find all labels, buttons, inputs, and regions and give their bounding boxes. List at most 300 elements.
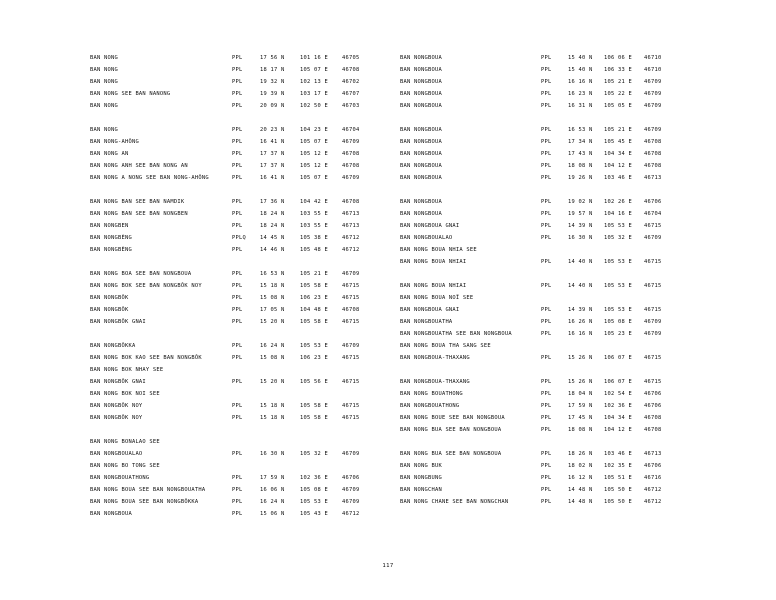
gazetteer-entry (90, 220, 390, 232)
gazetteer-entry (400, 232, 700, 244)
entry-class: PPL (232, 415, 243, 421)
entry-class: PPL (232, 103, 243, 109)
entry-longitude: 105 58 E (300, 319, 328, 325)
entry-class: PPL (541, 427, 552, 433)
gazetteer-entry (90, 508, 390, 520)
row-gap (400, 268, 700, 280)
gazetteer-entry (400, 376, 700, 388)
gazetteer-entry (400, 160, 700, 172)
entry-sheet-code: 46708 (342, 151, 360, 157)
entry-longitude: 105 50 E (604, 499, 632, 505)
entry-sheet-code: 46708 (644, 139, 662, 145)
entry-latitude: 16 31 N (568, 103, 593, 109)
gazetteer-entry (90, 196, 390, 208)
entry-name: BAN NONGBEN (90, 223, 129, 229)
entry-latitude: 15 18 N (260, 283, 285, 289)
gazetteer-entry (90, 64, 390, 76)
gazetteer-entry (400, 340, 700, 352)
gazetteer-entry (400, 292, 700, 304)
right-column (400, 52, 700, 508)
gazetteer-entry (400, 472, 700, 484)
entry-sheet-code: 46715 (342, 319, 360, 325)
entry-latitude: 16 16 N (568, 331, 593, 337)
entry-sheet-code: 46715 (342, 379, 360, 385)
entry-name: BAN NONG A NONG SEE BAN NONG-AHÔNG (90, 175, 209, 181)
gazetteer-entry (90, 148, 390, 160)
entry-sheet-code: 46706 (644, 199, 662, 205)
entry-latitude: 16 26 N (568, 319, 593, 325)
entry-longitude: 104 34 E (604, 415, 632, 421)
entry-sheet-code: 46706 (342, 475, 360, 481)
gazetteer-entry (90, 280, 390, 292)
entry-sheet-code: 46712 (342, 511, 360, 517)
entry-sheet-code: 46709 (342, 139, 360, 145)
entry-latitude: 16 24 N (260, 343, 285, 349)
gazetteer-entry (90, 340, 390, 352)
entry-sheet-code: 46706 (644, 391, 662, 397)
entry-class: PPL (232, 199, 243, 205)
entry-sheet-code: 46709 (644, 331, 662, 337)
entry-latitude: 15 26 N (568, 355, 593, 361)
entry-longitude: 105 32 E (300, 451, 328, 457)
entry-class: PPL (541, 307, 552, 313)
entry-name: BAN NONG BOUA NHIA SEE (400, 247, 477, 253)
entry-latitude: 17 37 N (260, 163, 285, 169)
entry-longitude: 105 07 E (300, 139, 328, 145)
entry-class: PPL (541, 391, 552, 397)
entry-class: PPL (232, 67, 243, 73)
entry-class: PPL (541, 139, 552, 145)
entry-latitude: 20 09 N (260, 103, 285, 109)
entry-class: PPL (232, 307, 243, 313)
gazetteer-entry (90, 496, 390, 508)
entry-class: PPL (232, 163, 243, 169)
entry-class: PPL (541, 355, 552, 361)
entry-name: BAN NONG (90, 103, 118, 109)
gazetteer-entry (400, 484, 700, 496)
gazetteer-entry (90, 52, 390, 64)
entry-longitude: 105 32 E (604, 235, 632, 241)
entry-latitude: 14 40 N (568, 259, 593, 265)
entry-longitude: 105 22 E (604, 91, 632, 97)
entry-latitude: 16 53 N (260, 271, 285, 277)
entry-class: PPL (541, 451, 552, 457)
entry-latitude: 15 18 N (260, 403, 285, 409)
entry-longitude: 106 06 E (604, 55, 632, 61)
entry-name: BAN NONGBOUA GNAI (400, 223, 460, 229)
row-gap (400, 184, 700, 196)
entry-latitude: 15 20 N (260, 379, 285, 385)
entry-sheet-code: 46709 (342, 175, 360, 181)
entry-latitude: 16 30 N (568, 235, 593, 241)
entry-sheet-code: 46715 (644, 355, 662, 361)
entry-class: PPLQ (232, 235, 246, 241)
entry-sheet-code: 46715 (644, 379, 662, 385)
entry-longitude: 103 55 E (300, 211, 328, 217)
entry-class: PPL (232, 379, 243, 385)
entry-sheet-code: 46704 (342, 127, 360, 133)
entry-name: BAN NONGBÔK (90, 295, 129, 301)
entry-latitude: 19 02 N (568, 199, 593, 205)
entry-name: BAN NONGBOUA (400, 139, 442, 145)
entry-name: BAN NONGBOUA (400, 151, 442, 157)
entry-class: PPL (232, 139, 243, 145)
entry-longitude: 102 50 E (300, 103, 328, 109)
entry-sheet-code: 46715 (342, 403, 360, 409)
entry-latitude: 18 24 N (260, 211, 285, 217)
entry-class: PPL (541, 175, 552, 181)
entry-longitude: 104 34 E (604, 151, 632, 157)
entry-name: BAN NONG BOUA NHIAI (400, 283, 467, 289)
entry-name: BAN NONG BOK NOI SEE (90, 391, 160, 397)
entry-longitude: 105 07 E (300, 175, 328, 181)
gazetteer-entry (90, 232, 390, 244)
gazetteer-entry (400, 208, 700, 220)
gazetteer-entry (400, 280, 700, 292)
entry-name: BAN NONGBOUATHONG (90, 475, 150, 481)
entry-latitude: 18 26 N (568, 451, 593, 457)
gazetteer-entry (90, 436, 390, 448)
entry-name: BAN NONG (90, 67, 118, 73)
entry-latitude: 15 18 N (260, 415, 285, 421)
entry-latitude: 15 20 N (260, 319, 285, 325)
gazetteer-entry (400, 76, 700, 88)
entry-longitude: 105 51 E (604, 475, 632, 481)
entry-longitude: 105 07 E (300, 67, 328, 73)
entry-sheet-code: 46708 (644, 427, 662, 433)
gazetteer-entry (400, 88, 700, 100)
row-gap (400, 112, 700, 124)
entry-sheet-code: 46715 (644, 307, 662, 313)
gazetteer-entry (400, 220, 700, 232)
gazetteer-entry (400, 52, 700, 64)
entry-name: BAN NONG BOUA NOÏ SEE (400, 295, 474, 301)
entry-class: PPL (541, 211, 552, 217)
entry-latitude: 17 43 N (568, 151, 593, 157)
gazetteer-entry (400, 100, 700, 112)
entry-class: PPL (232, 343, 243, 349)
entry-name: BAN NONGBÔK NOY (90, 403, 143, 409)
gazetteer-entry (90, 304, 390, 316)
entry-name: BAN NONGBOUALAO (90, 451, 143, 457)
entry-sheet-code: 46709 (644, 91, 662, 97)
entry-class: PPL (232, 211, 243, 217)
entry-sheet-code: 46715 (342, 415, 360, 421)
gazetteer-entry (90, 136, 390, 148)
entry-longitude: 105 58 E (300, 415, 328, 421)
entry-class: PPL (232, 247, 243, 253)
gazetteer-entry (400, 172, 700, 184)
gazetteer-entry (90, 160, 390, 172)
entry-longitude: 105 53 E (300, 343, 328, 349)
entry-class: PPL (232, 319, 243, 325)
gazetteer-entry (400, 316, 700, 328)
gazetteer-entry (400, 400, 700, 412)
entry-longitude: 105 53 E (604, 259, 632, 265)
entry-longitude: 105 48 E (300, 247, 328, 253)
entry-longitude: 105 43 E (300, 511, 328, 517)
entry-sheet-code: 46712 (342, 247, 360, 253)
entry-sheet-code: 46710 (644, 55, 662, 61)
entry-latitude: 15 06 N (260, 511, 285, 517)
entry-name: BAN NONG BOUA SEE BAN NONGBÔKKA (90, 499, 199, 505)
entry-latitude: 19 57 N (568, 211, 593, 217)
entry-name: BAN NONGBOUA (90, 511, 132, 517)
entry-sheet-code: 46705 (342, 55, 360, 61)
entry-latitude: 17 36 N (260, 199, 285, 205)
entry-name: BAN NONG BOUA SEE BAN NONGBOUATHA (90, 487, 206, 493)
left-column (90, 52, 390, 520)
entry-longitude: 104 12 E (604, 427, 632, 433)
entry-class: PPL (232, 475, 243, 481)
entry-longitude: 102 35 E (604, 463, 632, 469)
entry-name: BAN NONG BAN SEE BAN NONGBEN (90, 211, 188, 217)
gazetteer-entry (400, 328, 700, 340)
entry-name: BAN NONG BOK SEE BAN NONGBÔK NOY (90, 283, 202, 289)
entry-sheet-code: 46703 (342, 103, 360, 109)
gazetteer-entry (400, 148, 700, 160)
entry-class: PPL (541, 55, 552, 61)
entry-name: BAN NONGBUNG (400, 475, 442, 481)
gazetteer-entry (90, 172, 390, 184)
entry-class: PPL (232, 283, 243, 289)
entry-sheet-code: 46712 (644, 499, 662, 505)
gazetteer-entry (90, 472, 390, 484)
entry-name: BAN NONG-AHÔNG (90, 139, 139, 145)
entry-name: BAN NONGBOUA (400, 91, 442, 97)
entry-class: PPL (541, 319, 552, 325)
entry-latitude: 18 17 N (260, 67, 285, 73)
entry-latitude: 14 39 N (568, 307, 593, 313)
entry-sheet-code: 46712 (342, 235, 360, 241)
entry-class: PPL (541, 259, 552, 265)
gazetteer-entry (400, 304, 700, 316)
entry-name: BAN NONGBOUA (400, 55, 442, 61)
entry-longitude: 104 16 E (604, 211, 632, 217)
entry-longitude: 104 23 E (300, 127, 328, 133)
entry-longitude: 106 23 E (300, 295, 328, 301)
entry-sheet-code: 46709 (644, 319, 662, 325)
entry-sheet-code: 46712 (644, 487, 662, 493)
entry-name: BAN NONGBÔKKA (90, 343, 136, 349)
entry-class: PPL (232, 511, 243, 517)
entry-class: PPL (232, 451, 243, 457)
entry-sheet-code: 46709 (644, 127, 662, 133)
entry-sheet-code: 46715 (644, 223, 662, 229)
gazetteer-entry (90, 400, 390, 412)
gazetteer-entry (400, 460, 700, 472)
entry-name: BAN NONG BOUA THA SANG SEE (400, 343, 491, 349)
entry-latitude: 15 08 N (260, 295, 285, 301)
entry-sheet-code: 46713 (644, 451, 662, 457)
entry-class: PPL (541, 283, 552, 289)
entry-longitude: 105 58 E (300, 403, 328, 409)
entry-longitude: 105 53 E (604, 307, 632, 313)
gazetteer-entry (90, 316, 390, 328)
entry-name: BAN NONGBÔK GNAI (90, 319, 146, 325)
entry-sheet-code: 46708 (644, 163, 662, 169)
entry-name: BAN NONG BOUATHONG (400, 391, 463, 397)
entry-class: PPL (541, 475, 552, 481)
entry-name: BAN NONG BUK (400, 463, 442, 469)
entry-latitude: 14 45 N (260, 235, 285, 241)
entry-latitude: 18 24 N (260, 223, 285, 229)
entry-longitude: 103 17 E (300, 91, 328, 97)
entry-latitude: 17 45 N (568, 415, 593, 421)
entry-latitude: 18 08 N (568, 163, 593, 169)
gazetteer-entry (90, 292, 390, 304)
entry-latitude: 16 24 N (260, 499, 285, 505)
entry-name: BAN NONGBOUA (400, 67, 442, 73)
entry-name: BAN NONGBOUA-THAXANG (400, 379, 470, 385)
entry-latitude: 19 32 N (260, 79, 285, 85)
entry-sheet-code: 46707 (342, 91, 360, 97)
entry-sheet-code: 46709 (644, 235, 662, 241)
gazetteer-entry (400, 412, 700, 424)
entry-class: PPL (541, 403, 552, 409)
gazetteer-entry (90, 448, 390, 460)
entry-longitude: 101 16 E (300, 55, 328, 61)
entry-longitude: 104 42 E (300, 199, 328, 205)
entry-class: PPL (541, 127, 552, 133)
entry-sheet-code: 46715 (342, 355, 360, 361)
entry-name: BAN NONGBOUA (400, 103, 442, 109)
entry-longitude: 105 21 E (300, 271, 328, 277)
gazetteer-entry (400, 64, 700, 76)
entry-sheet-code: 46713 (644, 175, 662, 181)
entry-class: PPL (541, 67, 552, 73)
entry-class: PPL (541, 91, 552, 97)
entry-sheet-code: 46715 (342, 295, 360, 301)
entry-sheet-code: 46708 (342, 163, 360, 169)
entry-sheet-code: 46708 (644, 415, 662, 421)
entry-name: BAN NONG BOK KAO SEE BAN NONGBÔK (90, 355, 202, 361)
entry-longitude: 105 38 E (300, 235, 328, 241)
entry-longitude: 105 53 E (604, 283, 632, 289)
entry-class: PPL (232, 175, 243, 181)
entry-latitude: 19 39 N (260, 91, 285, 97)
entry-longitude: 105 21 E (604, 127, 632, 133)
entry-class: PPL (232, 127, 243, 133)
entry-name: BAN NONG BONALAO SEE (90, 439, 160, 445)
entry-name: BAN NONGBOUA-THAXANG (400, 355, 470, 361)
entry-longitude: 105 58 E (300, 283, 328, 289)
entry-latitude: 17 34 N (568, 139, 593, 145)
entry-class: PPL (541, 379, 552, 385)
entry-sheet-code: 46713 (342, 223, 360, 229)
entry-latitude: 16 30 N (260, 451, 285, 457)
entry-latitude: 15 40 N (568, 55, 593, 61)
entry-name: BAN NONG (90, 55, 118, 61)
gazetteer-entry (400, 124, 700, 136)
gazetteer-entry (400, 496, 700, 508)
entry-class: PPL (541, 235, 552, 241)
entry-sheet-code: 46708 (644, 151, 662, 157)
gazetteer-entry (90, 100, 390, 112)
entry-name: BAN NONG CHANE SEE BAN NONGCHAN (400, 499, 509, 505)
entry-class: PPL (541, 487, 552, 493)
entry-name: BAN NONG (90, 79, 118, 85)
entry-class: PPL (541, 151, 552, 157)
gazetteer-entry (400, 388, 700, 400)
entry-sheet-code: 46715 (342, 283, 360, 289)
gazetteer-entry (90, 244, 390, 256)
entry-name: BAN NONGBÈNG (90, 235, 132, 241)
entry-longitude: 105 05 E (604, 103, 632, 109)
entry-longitude: 106 23 E (300, 355, 328, 361)
entry-sheet-code: 46716 (644, 475, 662, 481)
entry-class: PPL (541, 499, 552, 505)
entry-longitude: 102 36 E (300, 475, 328, 481)
entry-latitude: 16 23 N (568, 91, 593, 97)
entry-class: PPL (541, 199, 552, 205)
gazetteer-entry (400, 352, 700, 364)
gazetteer-entry (400, 448, 700, 460)
entry-name: BAN NONG SEE BAN NANONG (90, 91, 171, 97)
entry-longitude: 105 12 E (300, 163, 328, 169)
entry-name: BAN NONGBOUA (400, 211, 442, 217)
entry-name: BAN NONG BOA SEE BAN NONGBOUA (90, 271, 192, 277)
entry-latitude: 16 16 N (568, 79, 593, 85)
entry-longitude: 102 26 E (604, 199, 632, 205)
row-gap (400, 364, 700, 376)
entry-longitude: 105 53 E (300, 499, 328, 505)
entry-latitude: 14 40 N (568, 283, 593, 289)
entry-latitude: 14 48 N (568, 499, 593, 505)
gazetteer-entry (90, 376, 390, 388)
row-gap (90, 112, 390, 124)
entry-latitude: 18 08 N (568, 427, 593, 433)
entry-latitude: 16 06 N (260, 487, 285, 493)
gazetteer-entry (400, 196, 700, 208)
gazetteer-entry (90, 460, 390, 472)
entry-latitude: 16 41 N (260, 175, 285, 181)
entry-latitude: 14 48 N (568, 487, 593, 493)
entry-class: PPL (232, 403, 243, 409)
entry-sheet-code: 46709 (342, 271, 360, 277)
entry-name: BAN NONG BUA SEE BAN NONGBOUA (400, 427, 502, 433)
page-number: 117 (382, 563, 394, 569)
gazetteer-entry (90, 484, 390, 496)
entry-longitude: 105 45 E (604, 139, 632, 145)
entry-latitude: 17 56 N (260, 55, 285, 61)
entry-latitude: 17 05 N (260, 307, 285, 313)
entry-name: BAN NONGBOUATHA SEE BAN NONGBOUA (400, 331, 512, 337)
entry-sheet-code: 46704 (644, 211, 662, 217)
entry-class: PPL (541, 223, 552, 229)
entry-latitude: 20 23 N (260, 127, 285, 133)
entry-longitude: 104 12 E (604, 163, 632, 169)
entry-name: BAN NONG BO TONG SEE (90, 463, 160, 469)
entry-longitude: 102 13 E (300, 79, 328, 85)
entry-longitude: 105 56 E (300, 379, 328, 385)
entry-latitude: 14 39 N (568, 223, 593, 229)
entry-name: BAN NONG BUA SEE BAN NONGBOUA (400, 451, 502, 457)
row-gap (90, 184, 390, 196)
gazetteer-entry (90, 412, 390, 424)
entry-name: BAN NONGBOUATHA (400, 319, 453, 325)
entry-sheet-code: 46709 (342, 451, 360, 457)
entry-latitude: 17 37 N (260, 151, 285, 157)
entry-class: PPL (541, 163, 552, 169)
entry-name: BAN NONGBOUA (400, 199, 442, 205)
entry-class: PPL (232, 55, 243, 61)
entry-latitude: 15 08 N (260, 355, 285, 361)
entry-name: BAN NONGBOUA (400, 163, 442, 169)
gazetteer-entry (90, 124, 390, 136)
entry-sheet-code: 46708 (342, 67, 360, 73)
row-gap (90, 328, 390, 340)
